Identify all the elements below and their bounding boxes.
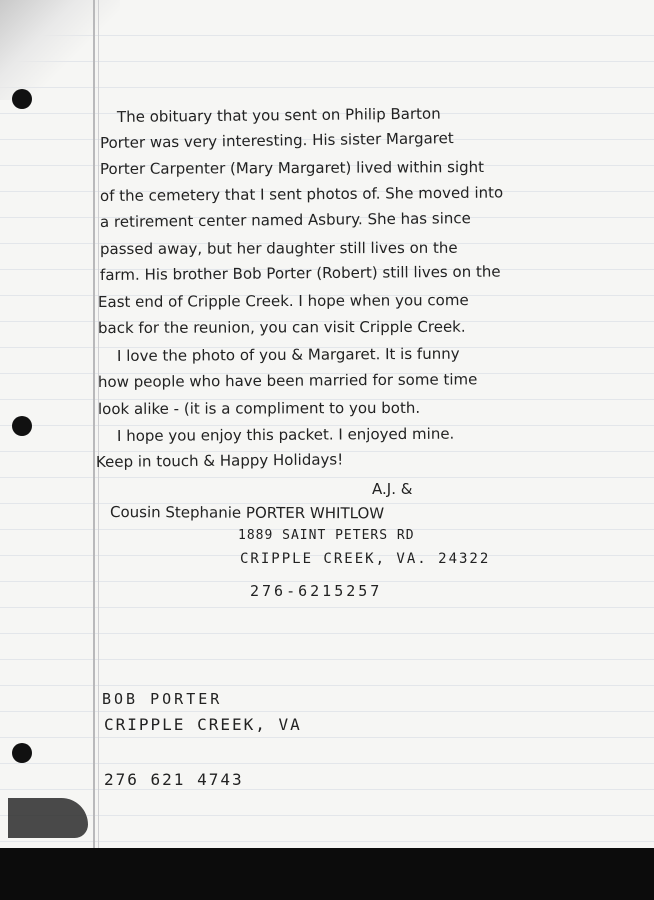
- letter-line: Porter was very interesting. His sister Margaret: [99, 129, 454, 152]
- address-city: CRIPPLE CREEK, VA. 24322: [240, 551, 491, 567]
- address-street: 1889 SAINT PETERS RD: [238, 528, 415, 543]
- letter-line: Porter Carpenter (Mary Margaret) lived within sight: [99, 157, 485, 178]
- letter-line: East end of Cripple Creek. I hope when you come: [97, 291, 469, 311]
- letter-line: I love the photo of you & Margaret. It is funny: [116, 344, 460, 365]
- punch-hole-bottom: [12, 743, 32, 763]
- contact-phone: 276 621 4743: [104, 770, 244, 789]
- letter-line: I hope you enjoy this packet. I enjoyed mine.: [116, 424, 455, 445]
- letter-line: passed away, but her daughter still lives on the: [99, 238, 458, 258]
- letter-line: farm. His brother Bob Porter (Robert) still lives on the: [99, 262, 501, 284]
- letter-line: back for the reunion, you can visit Cripple Creek.: [97, 317, 466, 337]
- letter-line: Keep in touch & Happy Holidays!: [95, 450, 344, 471]
- contact-city: CRIPPLE CREEK, VA: [104, 715, 302, 734]
- margin-line: [93, 0, 95, 848]
- contact-name: BOB PORTER: [102, 690, 223, 708]
- letter-line: how people who have been married for some time: [97, 370, 478, 391]
- punch-hole-middle: [12, 416, 32, 436]
- letter-line: look alike - (it is a compliment to you both.: [97, 398, 421, 418]
- signature: Cousin Stephanie PORTER WHITLOW: [109, 503, 385, 523]
- letter-line: a retirement center named Asbury. She has since: [99, 209, 471, 231]
- letter-line: The obituary that you sent on Philip Barton: [116, 104, 441, 126]
- initials: A.J. &: [372, 480, 413, 498]
- punch-hole-top: [12, 89, 32, 109]
- folded-corner: [0, 0, 120, 100]
- letter-line: of the cemetery that I sent photos of. She moved into: [99, 183, 504, 205]
- scan-smudge: [8, 798, 88, 838]
- phone-number: 276-6215257: [250, 582, 383, 600]
- margin-line-secondary: [98, 0, 99, 848]
